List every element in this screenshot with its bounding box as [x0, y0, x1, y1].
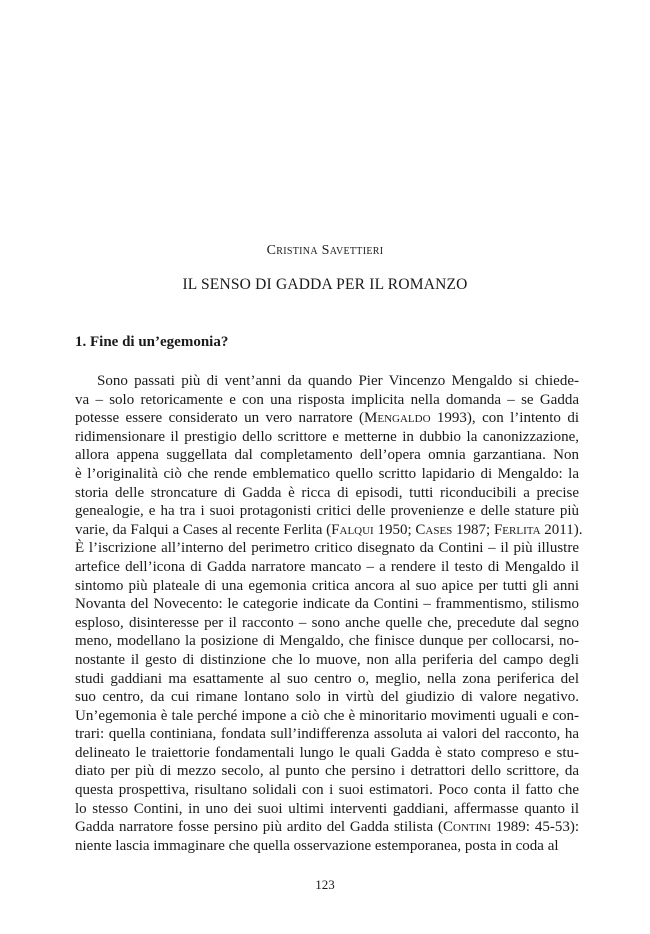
- citation-author: Cases: [415, 521, 453, 538]
- page-number: 123: [315, 877, 335, 892]
- text-line: Gadda narratore fosse persino più ardito del Gadda stilista (Contini 1989: 45-53):: [75, 819, 579, 836]
- citation-author: Contini: [443, 819, 491, 836]
- text-line: questa prospettiva, risultano solidali con i suoi estimatori. Poco conta il fatto che: [75, 782, 579, 799]
- text-line: lo stesso Contini, in uno dei suoi ultimi interventi gaddiani, affermasse quanto il: [75, 800, 579, 817]
- article-title: IL SENSO DI GADDA PER IL ROMANZO: [182, 276, 468, 293]
- text-line: suo centro, da cui rimane lontano solo in virtù del giudizio di valore negativo.: [75, 689, 579, 706]
- text-line: esploso, disinteresse per il racconto – sono anche quelle che, precedute dal segno: [75, 614, 579, 631]
- text-line: varie, da Falqui a Cases al recente Ferlita (Falqui 1950; Cases 1987; Ferlita 2011).: [75, 521, 583, 538]
- text-line: Un’egemonia è tale perché impone a ciò che è minoritario movimenti uguali e con-: [75, 707, 579, 724]
- text-line: Sono passati più di vent’anni da quando Pier Vincenzo Mengaldo si chiede-: [97, 373, 579, 389]
- text-line: storia delle stroncature di Gadda è ricca di episodi, tutti riconducibili a precise: [75, 484, 579, 501]
- text-line: trari: quella continiana, fondata sull’indifferenza assoluta ai valori del racconto, ha: [75, 726, 579, 743]
- citation-author: Ferlita: [493, 521, 541, 538]
- body-paragraph: [75, 372, 583, 855]
- text-line: niente lascia immaginare che quella osservazione estemporanea, posta in coda al: [75, 837, 559, 854]
- text-line: artefice dell’icona di Gadda narratore mancato – a rendere il testo di Mengaldo il: [75, 558, 579, 575]
- text-line: allora appena suggellata dal completamento dell’opera omnia garzantiana. Non: [75, 447, 579, 464]
- text-line: studi gaddiani ma esattamente al suo centro o, meglio, nella zona periferica del: [75, 670, 579, 687]
- text-line: È l’iscrizione all’interno del perimetro critico disegnato da Contini – il più illustre: [75, 540, 579, 557]
- text-line: meno, modellano la posizione di Mengaldo, che finisce dunque per collocarsi, no-: [75, 633, 579, 650]
- text-line: Novanta del Novecento: le categorie indicate da Contini – frammentismo, stilismo: [75, 596, 579, 613]
- citation-author: Falqui: [331, 521, 374, 538]
- section-heading: 1. Fine di un’egemonia?: [75, 334, 229, 350]
- text-line: delineato le traiettorie fondamentali lungo le quali Gadda è stato compreso e stu-: [75, 744, 579, 761]
- text-line: va – solo retoricamente e con una risposta implicita nella domanda – se Gadda: [75, 391, 579, 408]
- text-line: nostante il gesto di distinzione che lo muove, non alla periferia del campo degli: [75, 651, 579, 668]
- text-line: ridimensionare il prestigio dello scrittore e metterne in dubbio la canonizzazione,: [75, 428, 579, 445]
- text-line: è l’originalità ciò che rende emblematico quello scritto lapidario di Mengaldo: la: [75, 465, 579, 482]
- text-line: diato per più di mezzo secolo, al punto che persino i detrattori dello scrittore, da: [75, 763, 579, 780]
- author-name: Cristina Savettieri: [266, 243, 384, 258]
- text-line: genealogie, e ha tra i suoi protagonisti critici delle provenienze e delle stature più: [75, 503, 579, 520]
- citation-author: Mengaldo: [364, 410, 431, 427]
- text-line: sintomo più plateale di una egemonia critica ancora al suo apice per tutti gli anni: [75, 577, 579, 594]
- text-line: potesse essere considerato un vero narratore (Mengaldo 1993), con l’intento di: [75, 410, 579, 427]
